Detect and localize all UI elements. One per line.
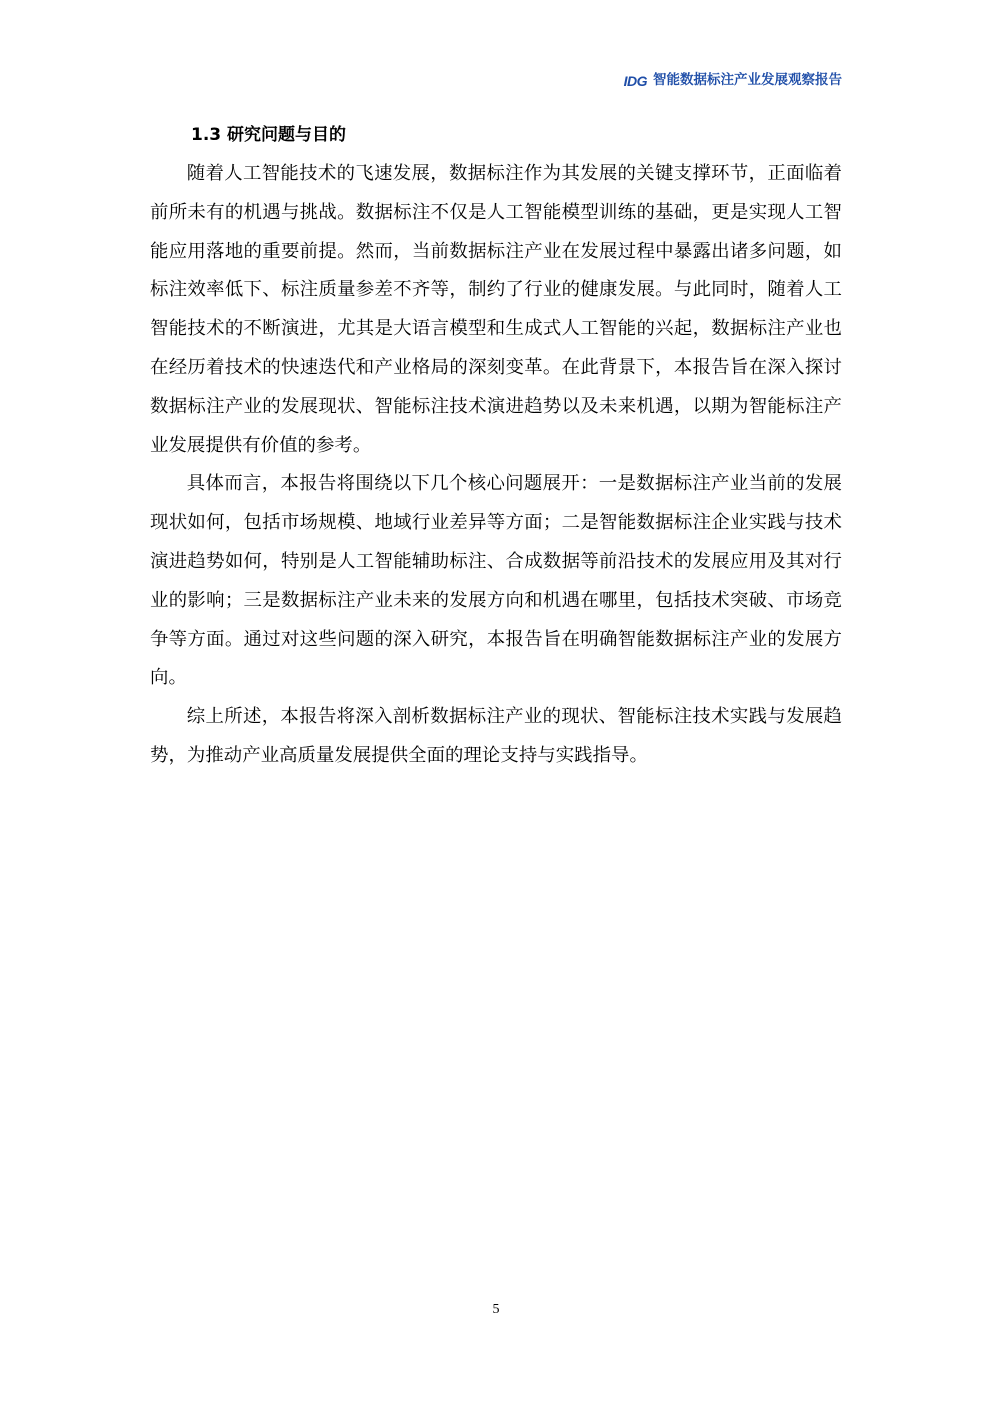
idg-logo: IDG: [623, 73, 647, 89]
document-body: [150, 115, 842, 776]
paragraph-3: 综上所述，本报告将深入剖析数据标注产业的现状、智能标注技术实践与发展趋势，为推动产业高质量发展提供全面的理论支持与实践指导。: [150, 706, 842, 766]
section-heading: 1.3 研究问题与目的: [191, 125, 347, 145]
paragraph-2: 具体而言，本报告将围绕以下几个核心问题展开：一是数据标注产业当前的发展现状如何，包括市场规模、地域行业差异等方面；二是智能数据标注企业实践与技术演进趋势如何，特别是人工智能辅助标注、合成数据等前沿技术的发展应用及其对行业的影响；三是数据标注产业未来的发展方向和机遇在哪里，包括技术突破、市场竞争等方面。通过对这些问题的深入研究，本报告旨在明确智能数据标注产业的发展方向。: [150, 473, 842, 689]
page-header: [624, 74, 842, 88]
paragraph-1: 随着人工智能技术的飞速发展，数据标注作为其发展的关键支撑环节，正面临着前所未有的机遇与挑战。数据标注不仅是人工智能模型训练的基础，更是实现人工智能应用落地的重要前提。然而，当前数据标注产业在发展过程中暴露出诸多问题，如标注效率低下、标注质量参差不齐等，制约了行业的健康发展。与此同时，随着人工智能技术的不断演进，尤其是大语言模型和生成式人工智能的兴起，数据标注产业也在经历着技术的快速迭代和产业格局的深刻变革。在此背景下，本报告旨在深入探讨数据标注产业的发展现状、智能标注技术演进趋势以及未来机遇，以期为智能标注产业发展提供有价值的参考。: [150, 163, 842, 456]
page-number: 5: [492, 1302, 500, 1317]
report-title: 智能数据标注产业发展观察报告: [653, 72, 842, 89]
